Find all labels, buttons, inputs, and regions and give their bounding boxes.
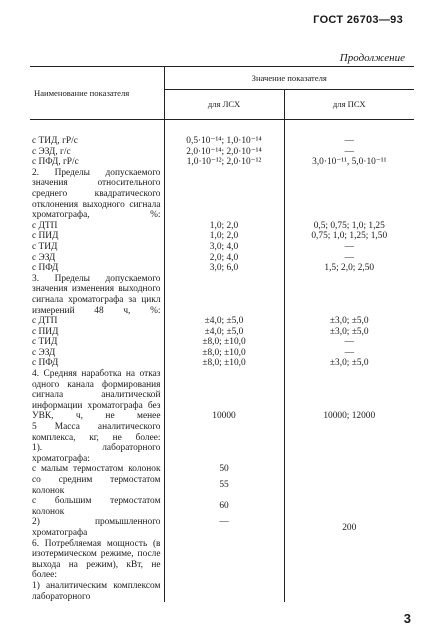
row-value-lshs <box>164 581 284 602</box>
row-name: с ДТП <box>32 316 58 327</box>
row-name: 2. Пределы допускаемого значения относительного среднего квадратического отклонения выходного сигнала хроматографа, %: <box>32 167 161 221</box>
row-value-pshs <box>284 581 414 602</box>
row-value-lshs: ±8,0; ±10,0 <box>164 358 284 369</box>
continuation-label: Продолжение <box>339 52 405 64</box>
row-value-pshs: ±3,0; ±5,0 <box>284 316 414 327</box>
row-name: 6. Потребляемая мощность (в изотермическом режиме, после выхода на режим), кВт, не более: <box>32 538 161 581</box>
row-name: с ДТП <box>32 220 58 231</box>
row-value-pshs <box>284 274 414 316</box>
table-row <box>30 369 414 422</box>
row-value-pshs: — <box>284 348 414 359</box>
row-name: 5 Масса аналитического комплекса, кг, не более: <box>32 422 161 443</box>
table-row <box>30 464 414 475</box>
row-name: с большим термостатом колонок <box>32 496 161 517</box>
row-value-lshs: ±4,0; ±5,0 <box>164 316 284 327</box>
row-value-pshs: — <box>284 253 414 264</box>
row-value-lshs: ±4,0; ±5,0 <box>164 327 284 338</box>
table-row <box>30 274 414 316</box>
row-name: 2) промышленного хроматографа <box>32 517 161 538</box>
row-value-lshs: 60 <box>164 496 284 517</box>
row-name: с ЭЗД, г/с <box>32 146 71 157</box>
table-row <box>30 231 414 242</box>
row-name: с ПФД, гР/с <box>32 157 79 168</box>
row-value-pshs: ±3,0; ±5,0 <box>284 327 414 338</box>
table-row <box>30 581 414 602</box>
table-row <box>30 253 414 264</box>
row-value-pshs <box>284 539 414 581</box>
row-value-pshs: — <box>284 242 414 253</box>
row-value-pshs: 3,0·10⁻¹¹, 5,0·10⁻¹¹ <box>284 157 414 168</box>
table-row <box>30 263 414 274</box>
row-name: с ТИД, гР/с <box>32 136 78 146</box>
row-value-pshs: 200 <box>284 517 414 538</box>
row-value-lshs: 1,0·10⁻¹²; 2,0·10⁻¹² <box>164 157 284 168</box>
row-name: 4. Средняя наработка на отказ одного канала формирования сигнала аналитической информации хроматографа без УВК, ч, не менее <box>32 369 161 422</box>
row-value-pshs: — <box>284 337 414 348</box>
row-value-pshs <box>284 475 414 496</box>
table-row <box>30 496 414 517</box>
row-name: с ПФД <box>32 358 59 369</box>
row-value-lshs: 55 <box>164 475 284 496</box>
table-row <box>30 443 414 464</box>
row-value-lshs <box>164 443 284 464</box>
row-value-lshs: 1,0; 2,0 <box>164 221 284 232</box>
row-name: 1) аналитическим комплексом лабораторного <box>32 580 161 602</box>
row-value-lshs <box>164 422 284 443</box>
table-row <box>30 147 414 158</box>
table-row <box>30 539 414 581</box>
row-value-pshs: 0,5; 0,75; 1,0; 1,25 <box>284 221 414 232</box>
row-name: с ТИД <box>32 241 58 252</box>
table-row <box>30 136 414 147</box>
row-value-pshs <box>284 496 414 517</box>
row-value-lshs: 1,0; 2,0 <box>164 231 284 242</box>
row-value-pshs <box>284 443 414 464</box>
row-name: 1). лабораторного хроматографа: <box>32 443 161 464</box>
row-value-pshs: — <box>284 136 414 147</box>
page-number: 3 <box>403 611 411 626</box>
row-name: с ТИД <box>32 337 58 348</box>
row-value-pshs <box>284 168 414 221</box>
row-name: 3. Пределы допускаемого значения изменения выходного сигнала хроматографа за цикл измерений 48 ч, %: <box>32 273 161 316</box>
row-name: с ПИД <box>32 326 59 337</box>
table-row <box>30 157 414 168</box>
row-value-lshs: 2,0·10⁻¹⁴; 2,0·10⁻¹⁴ <box>164 147 284 158</box>
row-value-pshs <box>284 464 414 475</box>
row-value-lshs: 50 <box>164 464 284 475</box>
row-value-pshs: — <box>284 147 414 158</box>
table-row <box>30 168 414 221</box>
row-value-pshs: 10000; 12000 <box>284 369 414 422</box>
row-value-lshs: ±8,0; ±10,0 <box>164 348 284 359</box>
row-value-lshs <box>164 274 284 316</box>
table-row <box>30 475 414 496</box>
row-value-lshs: ±8,0; ±10,0 <box>164 337 284 348</box>
row-value-pshs <box>284 422 414 443</box>
parameters-table <box>30 66 414 602</box>
row-value-lshs <box>164 168 284 221</box>
row-name: с ПИД <box>32 231 59 242</box>
table-row <box>30 327 414 338</box>
row-value-lshs <box>164 539 284 581</box>
row-value-pshs: ±3,0; ±5,0 <box>284 358 414 369</box>
row-name: с ПФД <box>32 263 59 274</box>
row-name: со средним термостатом колонок <box>32 475 161 496</box>
table-row <box>30 348 414 359</box>
row-value-lshs: 0,5·10⁻¹⁴; 1,0·10⁻¹⁴ <box>164 136 284 147</box>
column-header-lshs: для ЛСХ <box>164 90 284 120</box>
row-name: с ЭЗД <box>32 252 56 263</box>
table-row <box>30 358 414 369</box>
table-row <box>30 221 414 232</box>
row-value-lshs: — <box>164 517 284 538</box>
table-row <box>30 422 414 443</box>
row-value-lshs: 10000 <box>164 369 284 422</box>
row-value-pshs: 0,75; 1,0; 1,25; 1,50 <box>284 231 414 242</box>
table-row <box>30 242 414 253</box>
table-row <box>30 316 414 327</box>
table-row <box>30 517 414 538</box>
row-value-lshs: 3,0; 6,0 <box>164 263 284 274</box>
row-value-lshs: 3,0; 4,0 <box>164 242 284 253</box>
table-row <box>30 337 414 348</box>
table-row <box>30 120 414 137</box>
standard-code: ГОСТ 26703—93 <box>313 14 403 26</box>
column-header-name: Наименование показателя <box>30 67 164 120</box>
row-name: с ЭЗД <box>32 347 56 358</box>
row-value-lshs: 2,0; 4,0 <box>164 253 284 264</box>
row-value-pshs: 1,5; 2,0; 2,50 <box>284 263 414 274</box>
column-header-pshs: для ПСХ <box>284 90 414 120</box>
column-header-value-group: Значение показателя <box>164 67 414 90</box>
row-name: с малым термостатом колонок <box>32 464 161 475</box>
